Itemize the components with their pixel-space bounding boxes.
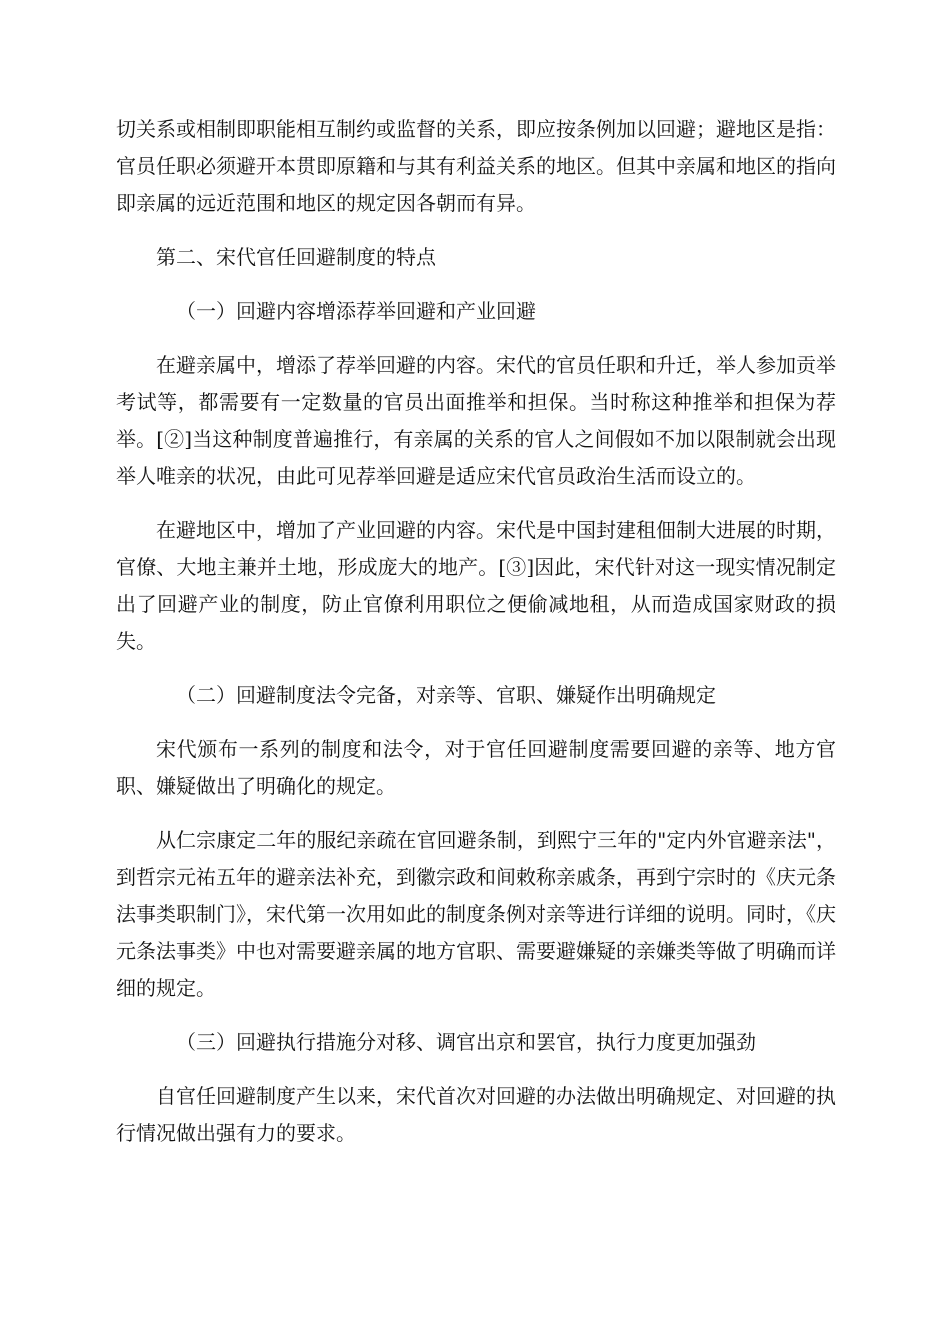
paragraph-continuation: 切关系或相制即职能相互制约或监督的关系，即应按条例加以回避；避地区是指：官员任职必须避开本贯即原籍和与其有利益关系的地区。但其中亲属和地区的指向即亲属的远近范围和地区的规定因各朝而有异。 [116,117,836,215]
document-body [116,111,836,1169]
paragraph-property-avoidance: 在避地区中，增加了产业回避的内容。宋代是中国封建租佃制大进展的时期，官僚、大地主兼并土地，形成庞大的地产。[③]因此，宋代针对这一现实情况制定出了回避产业的制度，防止官僚利用职位之便偷减地租，从而造成国家财政的损失。 [116,518,836,653]
paragraph-enforcement: 自官任回避制度产生以来，宋代首次对回避的办法做出明确规定、对回避的执行情况做出强有力的要求。 [116,1084,836,1145]
subsection-heading-2: （二）回避制度法令完备，对亲等、官职、嫌疑作出明确规定 [176,683,716,707]
subsection-heading-1: （一）回避内容增添荐举回避和产业回避 [176,299,536,323]
subsection-heading-3: （三）回避执行措施分对移、调官出京和罢官，执行力度更加强劲 [176,1030,756,1054]
paragraph-decrees: 宋代颁布一系列的制度和法令，对于官任回避制度需要回避的亲等、地方官职、嫌疑做出了明确化的规定。 [116,737,836,798]
section-heading: 第二、宋代官任回避制度的特点 [156,245,436,269]
paragraph-history-of-laws: 从仁宗康定二年的服纪亲疏在官回避条制，到熙宁三年的"定内外官避亲法"，到哲宗元祐五年的避亲法补充，到徽宗政和间敕称亲戚条，再到宁宗时的《庆元条法事类职制门》，宋代第一次用如此的制度条例对亲等进行详细的说明。同时，《庆元条法事类》中也对需要避亲属的地方官职、需要避嫌疑的亲嫌类等做了明确而详细的规定。 [116,828,836,1000]
paragraph-recommendation-avoidance: 在避亲属中，增添了荐举回避的内容。宋代的官员任职和升迁，举人参加贡举考试等，都需要有一定数量的官员出面推举和担保。当时称这种推举和担保为荐举。[②]当这种制度普遍推行，有亲属的关系的官人之间假如不加以限制就会出现举人唯亲的状况，由此可见荐举回避是适应宋代官员政治生活而设立的。 [116,353,836,488]
